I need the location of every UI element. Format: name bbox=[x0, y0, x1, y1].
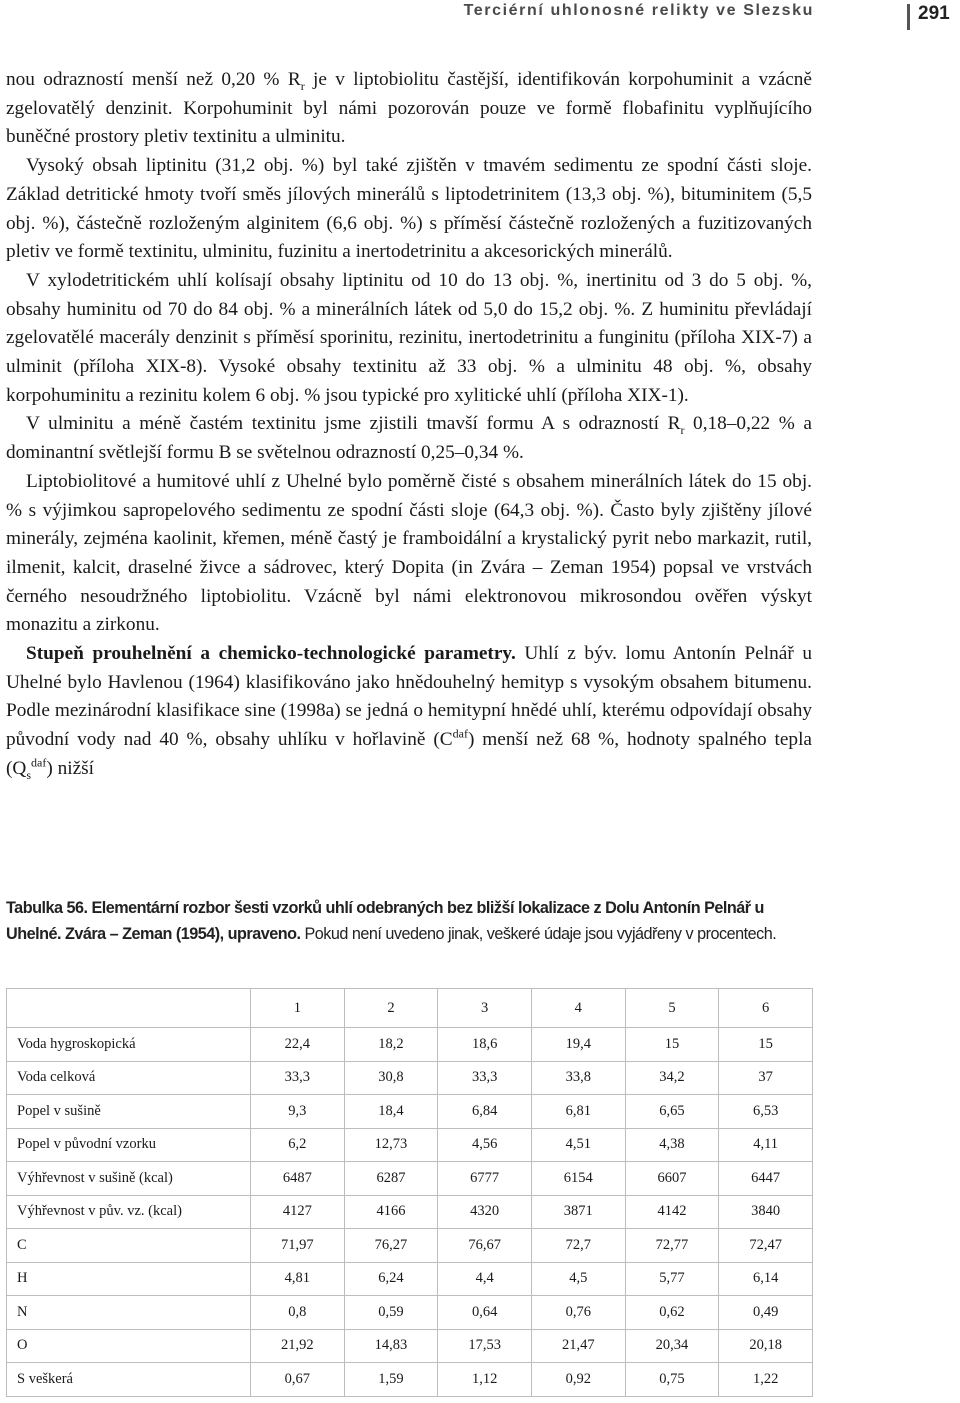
column-header: 2 bbox=[344, 989, 438, 1028]
table-cell: 6607 bbox=[625, 1162, 719, 1196]
body-text bbox=[6, 66, 812, 784]
table-cell: 71,97 bbox=[251, 1229, 345, 1263]
paragraph-6: Stupeň prouhelnění a chemicko-technologické parametry. Uhlí z býv. lomu Antonín Pelnář u Uhelné bylo Havlenou (1964) klasifikováno jako hnědouhelný hemityp s vysokým obsahem bitumenu. Podle mezinárodní klasifikace sine (1998a) se jedná o hemitypní hnědé uhlí, kterému odpovídají obsahy původní vody nad 40 %, obsahy uhlíku v hořlavině $(C^{daf})$ menší než 68 %, hodnoty spalného tepla $(Q_s^{daf})$ nižší bbox=[6, 643, 812, 782]
table-cell: 33,3 bbox=[438, 1061, 532, 1095]
table-cell: 4,51 bbox=[531, 1128, 625, 1162]
row-label: O bbox=[7, 1329, 251, 1363]
running-header bbox=[0, 0, 960, 40]
row-label: Voda hygroskopická bbox=[7, 1028, 251, 1062]
column-header: 1 bbox=[251, 989, 345, 1028]
table-cell: 76,67 bbox=[438, 1229, 532, 1263]
table-cell: 1,22 bbox=[719, 1363, 813, 1397]
row-label: Popel v původní vzorku bbox=[7, 1128, 251, 1162]
table-cell: 4,38 bbox=[625, 1128, 719, 1162]
table-cell: 0,49 bbox=[719, 1296, 813, 1330]
row-label: N bbox=[7, 1296, 251, 1330]
table-cell: 6287 bbox=[344, 1162, 438, 1196]
table-cell: 33,3 bbox=[251, 1061, 345, 1095]
page-number: 291 bbox=[918, 3, 950, 24]
table-row bbox=[7, 1195, 813, 1229]
table-row bbox=[7, 1363, 813, 1397]
table-row bbox=[7, 1028, 813, 1062]
table-cell: 6,84 bbox=[438, 1095, 532, 1129]
table-cell: 5,77 bbox=[625, 1262, 719, 1296]
table-cell: 4,11 bbox=[719, 1128, 813, 1162]
table-cell: 0,64 bbox=[438, 1296, 532, 1330]
header-divider bbox=[907, 4, 910, 30]
table-cell: 33,8 bbox=[531, 1061, 625, 1095]
table-cell: 3840 bbox=[719, 1195, 813, 1229]
table-row bbox=[7, 1095, 813, 1129]
table-row bbox=[7, 1128, 813, 1162]
table-cell: 21,47 bbox=[531, 1329, 625, 1363]
paragraph-2: Vysoký obsah liptinitu (31,2 obj. %) byl také zjištěn v tmavém sedimentu ze spodní části sloje. Základ detritické hmoty tvoří směs jílových minerálů s liptodetrinitem (13,3 obj. %), bituminitem (5,5 obj. %), částečně rozloženým alginitem (6,6 obj. %) s příměsí částečně rozložených a fuzitizovaných pletiv ve formě textinitu, ulminitu, fuzinitu a inertodetrinitu a akcesorických minerálů. bbox=[6, 155, 812, 263]
row-label: Výhřevnost v pův. vz. (kcal) bbox=[7, 1195, 251, 1229]
column-header: 3 bbox=[438, 989, 532, 1028]
column-header: 4 bbox=[531, 989, 625, 1028]
table-cell: 6154 bbox=[531, 1162, 625, 1196]
table-cell: 17,53 bbox=[438, 1329, 532, 1363]
table-cell: 18,2 bbox=[344, 1028, 438, 1062]
table-cell: 15 bbox=[719, 1028, 813, 1062]
table-cell: 0,59 bbox=[344, 1296, 438, 1330]
table-cell: 0,67 bbox=[251, 1363, 345, 1397]
paragraph-3: V xylodetritickém uhlí kolísají obsahy liptinitu od 10 do 13 obj. %, inertinitu od 3 do 5 obj. %, obsahy huminitu od 70 do 84 obj. % a minerálních látek od 5,0 do 15,2 obj. %. Z huminitu převládají zgelovatělé macerály denzinit s příměsí sporinitu, rezinitu, inertodetrinitu a funginitu (příloha XIX-7) a ulminit (příloha XIX-8). Vysoké obsahy textinitu až 33 obj. % a ulminitu 48 obj. %, obsahy korpohuminitu a rezinitu kolem 6 obj. % jsou typické pro xylitické uhlí (příloha XIX-1). bbox=[6, 269, 812, 406]
row-label: S veškerá bbox=[7, 1363, 251, 1397]
caption-title: Tabulka 56. Elementární rozbor šesti vzorků uhlí odebraných bez bližší lokalizace z Dolu Antonín Pelnář u Uhelné. Zvára – Zeman (1954), upraveno. bbox=[6, 899, 764, 943]
table-cell: 4,5 bbox=[531, 1262, 625, 1296]
table-cell: 4142 bbox=[625, 1195, 719, 1229]
table-row bbox=[7, 1296, 813, 1330]
caption-note: Pokud není uvedeno jinak, veškeré údaje jsou vyjádřeny v procentech. bbox=[300, 924, 777, 943]
table-cell: 6,24 bbox=[344, 1262, 438, 1296]
section-heading: Stupeň prouhelnění a chemicko-technologické parametry. bbox=[26, 643, 516, 665]
table-cell: 0,76 bbox=[531, 1296, 625, 1330]
row-label: C bbox=[7, 1229, 251, 1263]
table-cell: 19,4 bbox=[531, 1028, 625, 1062]
table-cell: 18,4 bbox=[344, 1095, 438, 1129]
table-cell: 4,4 bbox=[438, 1262, 532, 1296]
table-cell: 0,8 bbox=[251, 1296, 345, 1330]
table-header-row bbox=[7, 989, 813, 1028]
table-container bbox=[6, 988, 813, 1397]
column-header: 5 bbox=[625, 989, 719, 1028]
row-label: Voda celková bbox=[7, 1061, 251, 1095]
table-cell: 37 bbox=[719, 1061, 813, 1095]
table-cell: 4166 bbox=[344, 1195, 438, 1229]
table-cell: 21,92 bbox=[251, 1329, 345, 1363]
table-cell: 1,12 bbox=[438, 1363, 532, 1397]
column-header: 6 bbox=[719, 989, 813, 1028]
table-cell: 6,2 bbox=[251, 1128, 345, 1162]
paragraph-5: Liptobiolitové a humitové uhlí z Uhelné bylo poměrně čisté s obsahem minerálních látek do 15 obj. % s výjimkou sapropelového sedimentu ze spodní části sloje (64,3 obj. %). Často byly zjištěny jílové minerály, zejména kaolinit, křemen, méně častý je framboidální a krystalický pyrit nebo markazit, rutil, ilmenit, kalcit, draselné živce a sádrovec, který Dopita (in Zvára – Zeman 1954) popsal ve vrstvách černého nesoudržného liptobiolitu. Vzácně byl námi elektronovou mikrosondou ověřen výskyt monazitu a zirkonu. bbox=[6, 470, 812, 636]
running-title: Terciérní uhlonosné relikty ve Slezsku bbox=[463, 2, 814, 19]
table-row bbox=[7, 1229, 813, 1263]
table-cell: 20,34 bbox=[625, 1329, 719, 1363]
table-cell: 3871 bbox=[531, 1195, 625, 1229]
table-cell: 6,65 bbox=[625, 1095, 719, 1129]
table-cell: 6,53 bbox=[719, 1095, 813, 1129]
table-row bbox=[7, 1262, 813, 1296]
table-cell: 6777 bbox=[438, 1162, 532, 1196]
table-cell: 14,83 bbox=[344, 1329, 438, 1363]
table-cell: 6487 bbox=[251, 1162, 345, 1196]
table-cell: 72,47 bbox=[719, 1229, 813, 1263]
table-cell: 6447 bbox=[719, 1162, 813, 1196]
table-cell: 15 bbox=[625, 1028, 719, 1062]
table-cell: 4320 bbox=[438, 1195, 532, 1229]
table-cell: 6,81 bbox=[531, 1095, 625, 1129]
table-row bbox=[7, 1061, 813, 1095]
table-cell: 4127 bbox=[251, 1195, 345, 1229]
table-cell: 20,18 bbox=[719, 1329, 813, 1363]
row-label: Popel v sušině bbox=[7, 1095, 251, 1129]
table-cell: 72,7 bbox=[531, 1229, 625, 1263]
table-cell: 1,59 bbox=[344, 1363, 438, 1397]
table-cell: 0,92 bbox=[531, 1363, 625, 1397]
table-cell: 0,62 bbox=[625, 1296, 719, 1330]
table-cell: 76,27 bbox=[344, 1229, 438, 1263]
table-cell: 12,73 bbox=[344, 1128, 438, 1162]
row-label: H bbox=[7, 1262, 251, 1296]
table-cell: 18,6 bbox=[438, 1028, 532, 1062]
table-cell: 22,4 bbox=[251, 1028, 345, 1062]
paragraph-1: nou odrazností menší než 0,20 % $R_r$ je v liptobiolitu častější, identifikován korpohuminit a vzácně zgelovatělý denzinit. Korpohuminit byl námi pozorován pouze ve formě flobafinitu vyplňujícího buněčné prostory pletiv textinitu a ulminitu. bbox=[6, 69, 812, 148]
table-cell: 6,14 bbox=[719, 1262, 813, 1296]
data-table bbox=[6, 988, 813, 1397]
header-corner bbox=[7, 989, 251, 1028]
table-row bbox=[7, 1329, 813, 1363]
table-cell: 4,56 bbox=[438, 1128, 532, 1162]
table-caption bbox=[6, 896, 814, 948]
table-cell: 72,77 bbox=[625, 1229, 719, 1263]
table-cell: 9,3 bbox=[251, 1095, 345, 1129]
table-row bbox=[7, 1162, 813, 1196]
paragraph-4: V ulminitu a méně častém textinitu jsme zjistili tmavší formu A s odrazností $R_r$ 0,18–0,22 % a dominantní světlejší formu B se světelnou odrazností 0,25–0,34 %. bbox=[6, 413, 812, 464]
table-cell: 4,81 bbox=[251, 1262, 345, 1296]
table-cell: 34,2 bbox=[625, 1061, 719, 1095]
table-cell: 0,75 bbox=[625, 1363, 719, 1397]
row-label: Výhřevnost v sušině (kcal) bbox=[7, 1162, 251, 1196]
table-cell: 30,8 bbox=[344, 1061, 438, 1095]
